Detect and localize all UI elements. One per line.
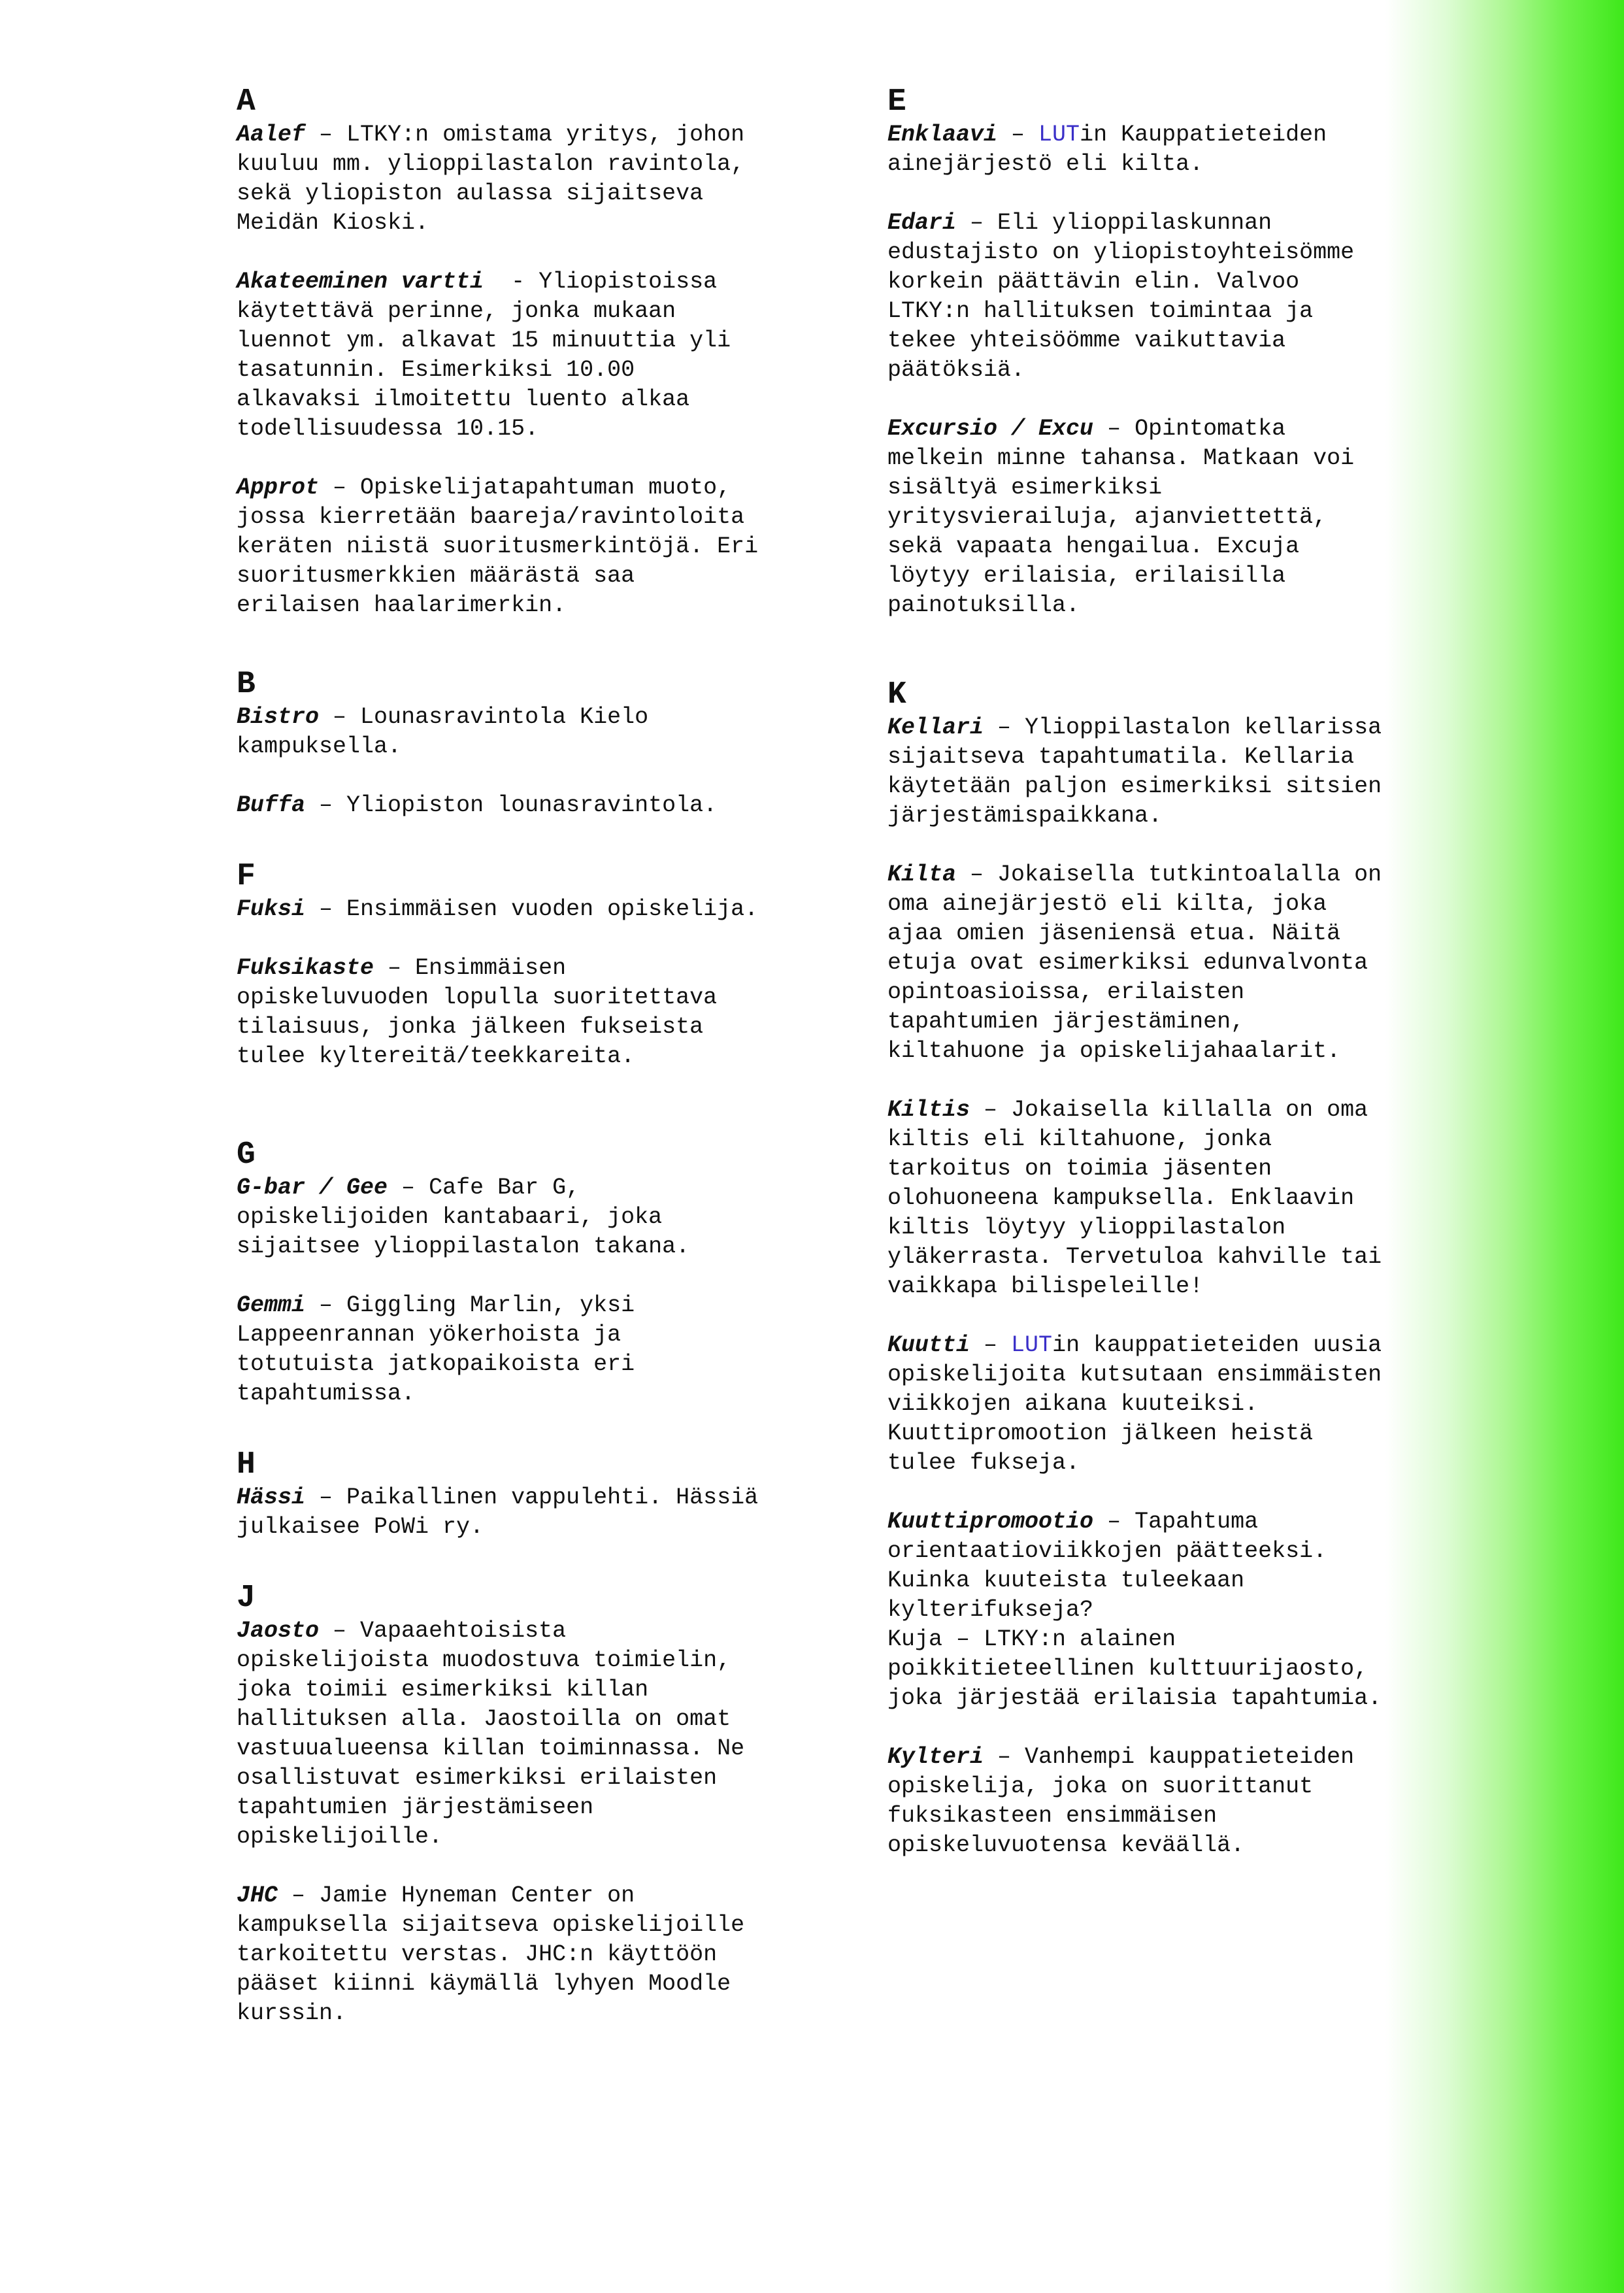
glossary-entry: Fuksi – Ensimmäisen vuoden opiskelija. (237, 896, 759, 922)
entry-definition: Jokaisella tutkintoalalla on oma ainejärjestö eli kilta, joka ajaa omien jäseniensä etua. Näitä etuja ovat esimerkiksi edunvalvonta opintoasioissa, erilaisten tapahtumien järjestäminen, kiltahuone ja opiskelijahaalarit. (887, 862, 1382, 1064)
entry-term: Edari (887, 210, 957, 236)
section-letter: A (237, 84, 256, 120)
entry-definition: in kauppatieteiden uusia opiskelijoita kutsutaan ensimmäisten viikkojen aikana kuuteiksi. Kuuttipromootion jälkeen heistä tulee fukseja. (887, 1332, 1382, 1476)
section-k (887, 677, 1384, 1860)
left-column (237, 84, 759, 2058)
entry-definition: Jokaisella killalla on oma kiltis eli kiltahuone, jonka tarkoitus on toimia jäsenten olohuoneena kampuksella. Enklaavin kiltis löytyy ylioppilastalon yläkerrasta. Tervetuloa kahville tai vaikkapa bilispeleille! (887, 1097, 1382, 1299)
section-letter: E (887, 84, 906, 120)
entry-term: Buffa (237, 792, 306, 818)
section-j (237, 1580, 759, 2028)
glossary-entry: Hässi – Paikallinen vappulehti. Hässiä julkaisee PoWi ry. (237, 1484, 759, 1540)
glossary-entry: Gemmi – Giggling Marlin, yksi Lappeenrannan yökerhoista ja totutuista jatkopaikoista eri tapahtumissa. (237, 1292, 635, 1407)
lut-link-text: LUT (1011, 1332, 1053, 1358)
section-f (237, 858, 759, 1071)
section-letter: F (237, 859, 256, 894)
glossary-entry: Kellari – Ylioppilastalon kellarissa sijaitseva tapahtumatila. Kellaria käytetään paljon esimerkiksi sitsien järjestämispaikkana. (887, 714, 1382, 829)
entry-term: Kilta (887, 862, 957, 888)
glossary-entry: Aalef – LTKY:n omistama yritys, johon kuuluu mm. ylioppilastalon ravintola, sekä yliopiston aulassa sijaitseva Meidän Kioski. (237, 122, 745, 236)
glossary-entry: Kylteri – Vanhempi kauppatieteiden opiskelija, joka on suorittanut fuksikasteen ensimmäisen opiskeluvuotensa keväällä. (887, 1744, 1355, 1858)
entry-term: Enklaavi (887, 122, 998, 148)
entry-definition: Vanhempi kauppatieteiden opiskelija, joka on suorittanut fuksikasteen ensimmäisen opiskeluvuotensa keväällä. (887, 1744, 1355, 1858)
section-g (237, 1137, 759, 1409)
entry-term: Hässi (237, 1484, 306, 1511)
glossary-entry: Excursio / Excu – Opintomatka melkein minne tahansa. Matkaan voi sisältyä esimerkiksi yritysvierailuja, ajanviettettä, sekä vapaata hengailua. Excuja löytyy erilaisia, erilaisilla painotuksilla. (887, 416, 1355, 618)
section-b (237, 666, 759, 820)
glossary-entry: Enklaavi – LUTin Kauppatieteiden ainejärjestö eli kilta. (887, 122, 1327, 177)
entry-term: JHC (237, 1883, 278, 1909)
entry-continuation: Kuja – LTKY:n alainen poikkitieteellinen kulttuurijaosto, joka järjestää erilaisia tapahtumia. (887, 1626, 1382, 1711)
green-gradient-edge (1385, 0, 1624, 2293)
section-letter: H (237, 1447, 256, 1482)
section-a (237, 84, 759, 620)
entry-term: Akateeminen vartti (237, 269, 484, 295)
glossary-entry: Approt – Opiskelijatapahtuman muoto, jossa kierretään baareja/ravintoloita keräten niistä suoritusmerkintöjä. Eri suoritusmerkkien määrästä saa erilaisen haalarimerkin. (237, 475, 759, 618)
glossary-entry: Kilta – Jokaisella tutkintoalalla on oma ainejärjestö eli kilta, joka ajaa omien jäseniensä etua. Näitä etuja ovat esimerkiksi edunvalvonta opintoasioissa, erilaisten tapahtumien järjestäminen, kiltahuone ja opiskelijahaalarit. (887, 862, 1382, 1064)
entry-definition: Eli ylioppilaskunnan edustajisto on yliopistoyhteisömme korkein päättävin elin. Valvoo LTKY:n hallituksen toimintaa ja tekee yhteisöömme vaikuttavia päätöksiä. (887, 210, 1355, 383)
entry-definition: LTKY:n omistama yritys, johon kuuluu mm. ylioppilastalon ravintola, sekä yliopiston aulassa sijaitseva Meidän Kioski. (237, 122, 745, 236)
entry-term: Fuksikaste (237, 955, 374, 981)
section-e (887, 84, 1384, 620)
lut-link-text: LUT (1038, 122, 1080, 148)
section-letter: B (237, 667, 256, 702)
entry-definition: Giggling Marlin, yksi Lappeenrannan yökerhoista ja totutuista jatkopaikoista eri tapahtumissa. (237, 1292, 635, 1407)
glossary-entry: G-bar / Gee – Cafe Bar G, opiskelijoiden kantabaari, joka sijaitsee ylioppilastalon takana. (237, 1175, 690, 1260)
right-column (887, 84, 1384, 1890)
glossary-entry: Kuutti – LUTin kauppatieteiden uusia opiskelijoita kutsutaan ensimmäisten viikkojen aikana kuuteiksi. Kuuttipromootion jälkeen heistä tulee fukseja. (887, 1332, 1382, 1476)
entry-term: Kylteri (887, 1744, 984, 1770)
glossary-entry: JHC – Jamie Hyneman Center on kampuksella sijaitseva opiskelijoille tarkoitettu verstas. JHC:n käyttöön pääset kiinni käymällä lyhyen Moodle kurssin. (237, 1883, 745, 2026)
entry-term: Aalef (237, 122, 306, 148)
entry-definition: Opiskelijatapahtuman muoto, jossa kierretään baareja/ravintoloita keräten niistä suoritusmerkintöjä. Eri suoritusmerkkien määrästä saa erilaisen haalarimerkin. (237, 475, 759, 618)
entry-definition: Ensimmäisen opiskeluvuoden lopulla suoritettava tilaisuus, jonka jälkeen fukseista tulee kyltereitä/teekkareita. (237, 955, 718, 1069)
entry-term: Jaosto (237, 1618, 320, 1644)
entry-definition: Ensimmäisen vuoden opiskelija. (346, 896, 759, 922)
entry-definition: Cafe Bar G, opiskelijoiden kantabaari, joka sijaitsee ylioppilastalon takana. (237, 1175, 690, 1260)
glossary-entry: Jaosto – Vapaaehtoisista opiskelijoista muodostuva toimielin, joka toimii esimerkiksi killan hallituksen alla. Jaostoilla on omat vastuualueensa killan toiminnassa. Ne osallistuvat esimerkiksi erilaisten tapahtumien järjestämiseen opiskelijoille. (237, 1618, 745, 1850)
entry-definition: Lounasravintola Kielo kampuksella. (237, 704, 649, 760)
entry-term: Kellari (887, 714, 984, 741)
glossary-entry: Bistro – Lounasravintola Kielo kampuksella. (237, 704, 649, 760)
entry-definition: Yliopiston lounasravintola. (346, 792, 718, 818)
section-letter: J (237, 1581, 256, 1616)
entry-term: Bistro (237, 704, 320, 730)
entry-definition: Tapahtuma orientaatioviikkojen päätteeksi. Kuinka kuuteista tuleekaan kylterifukseja? (887, 1509, 1327, 1623)
glossary-entry: Edari – Eli ylioppilaskunnan edustajisto on yliopistoyhteisömme korkein päättävin elin. Valvoo LTKY:n hallituksen toimintaa ja tekee yhteisöömme vaikuttavia päätöksiä. (887, 210, 1355, 383)
entry-definition: Yliopistoissa käytettävä perinne, jonka mukaan luennot ym. alkavat 15 minuuttia yli tasatunnin. Esimerkiksi 10.00 alkavaksi ilmoitettu luento alkaa todellisuudessa 10.15. (237, 269, 731, 442)
section-h (237, 1447, 759, 1542)
entry-definition: Paikallinen vappulehti. Hässiä julkaisee PoWi ry. (237, 1484, 759, 1540)
section-letter: K (887, 677, 906, 712)
entry-definition: Vapaaehtoisista opiskelijoista muodostuva toimielin, joka toimii esimerkiksi killan hallituksen alla. Jaostoilla on omat vastuualueensa killan toiminnassa. Ne osallistuvat esimerkiksi erilaisten tapahtumien järjestämiseen opiskelijoille. (237, 1618, 745, 1850)
entry-term: Kuuttipromootio (887, 1509, 1094, 1535)
entry-definition: Opintomatka melkein minne tahansa. Matkaan voi sisältyä esimerkiksi yritysvierailuja, ajanviettettä, sekä vapaata hengailua. Excuja löytyy erilaisia, erilaisilla painotuksilla. (887, 416, 1355, 618)
entry-term: Fuksi (237, 896, 306, 922)
entry-definition: in Kauppatieteiden ainejärjestö eli kilta. (887, 122, 1327, 177)
glossary-entry: Kiltis – Jokaisella killalla on oma kiltis eli kiltahuone, jonka tarkoitus on toimia jäsenten olohuoneena kampuksella. Enklaavin kiltis löytyy ylioppilastalon yläkerrasta. Tervetuloa kahville tai vaikkapa bilispeleille! (887, 1097, 1382, 1299)
glossary-entry: Fuksikaste – Ensimmäisen opiskeluvuoden lopulla suoritettava tilaisuus, jonka jälkeen fukseista tulee kyltereitä/teekkareita. (237, 955, 718, 1069)
glossary-entry: Akateeminen vartti - Yliopistoissa käytettävä perinne, jonka mukaan luennot ym. alkavat 15 minuuttia yli tasatunnin. Esimerkiksi 10.00 alkavaksi ilmoitettu luento alkaa todellisuudessa 10.15. (237, 269, 731, 442)
glossary-entry: Kuuttipromootio – Tapahtuma orientaatioviikkojen päätteeksi. Kuinka kuuteista tuleekaan kylterifukseja? Kuja – LTKY:n alainen poikkitieteellinen kulttuurijaosto, joka järjestää erilaisia tapahtumia. (887, 1509, 1382, 1711)
entry-definition: Ylioppilastalon kellarissa sijaitseva tapahtumatila. Kellaria käytetään paljon esimerkiksi sitsien järjestämispaikkana. (887, 714, 1382, 829)
entry-term: Excursio / Excu (887, 416, 1094, 442)
entry-term: G-bar / Gee (237, 1175, 388, 1201)
entry-term: Gemmi (237, 1292, 306, 1318)
section-letter: G (237, 1137, 256, 1173)
entry-term: Approt (237, 475, 320, 501)
entry-definition: Jamie Hyneman Center on kampuksella sijaitseva opiskelijoille tarkoitettu verstas. JHC:n käyttöön pääset kiinni käymällä lyhyen Moodle kurssin. (237, 1883, 745, 2026)
entry-term: Kiltis (887, 1097, 970, 1123)
entry-term: Kuutti (887, 1332, 970, 1358)
glossary-entry: Buffa – Yliopiston lounasravintola. (237, 792, 718, 818)
